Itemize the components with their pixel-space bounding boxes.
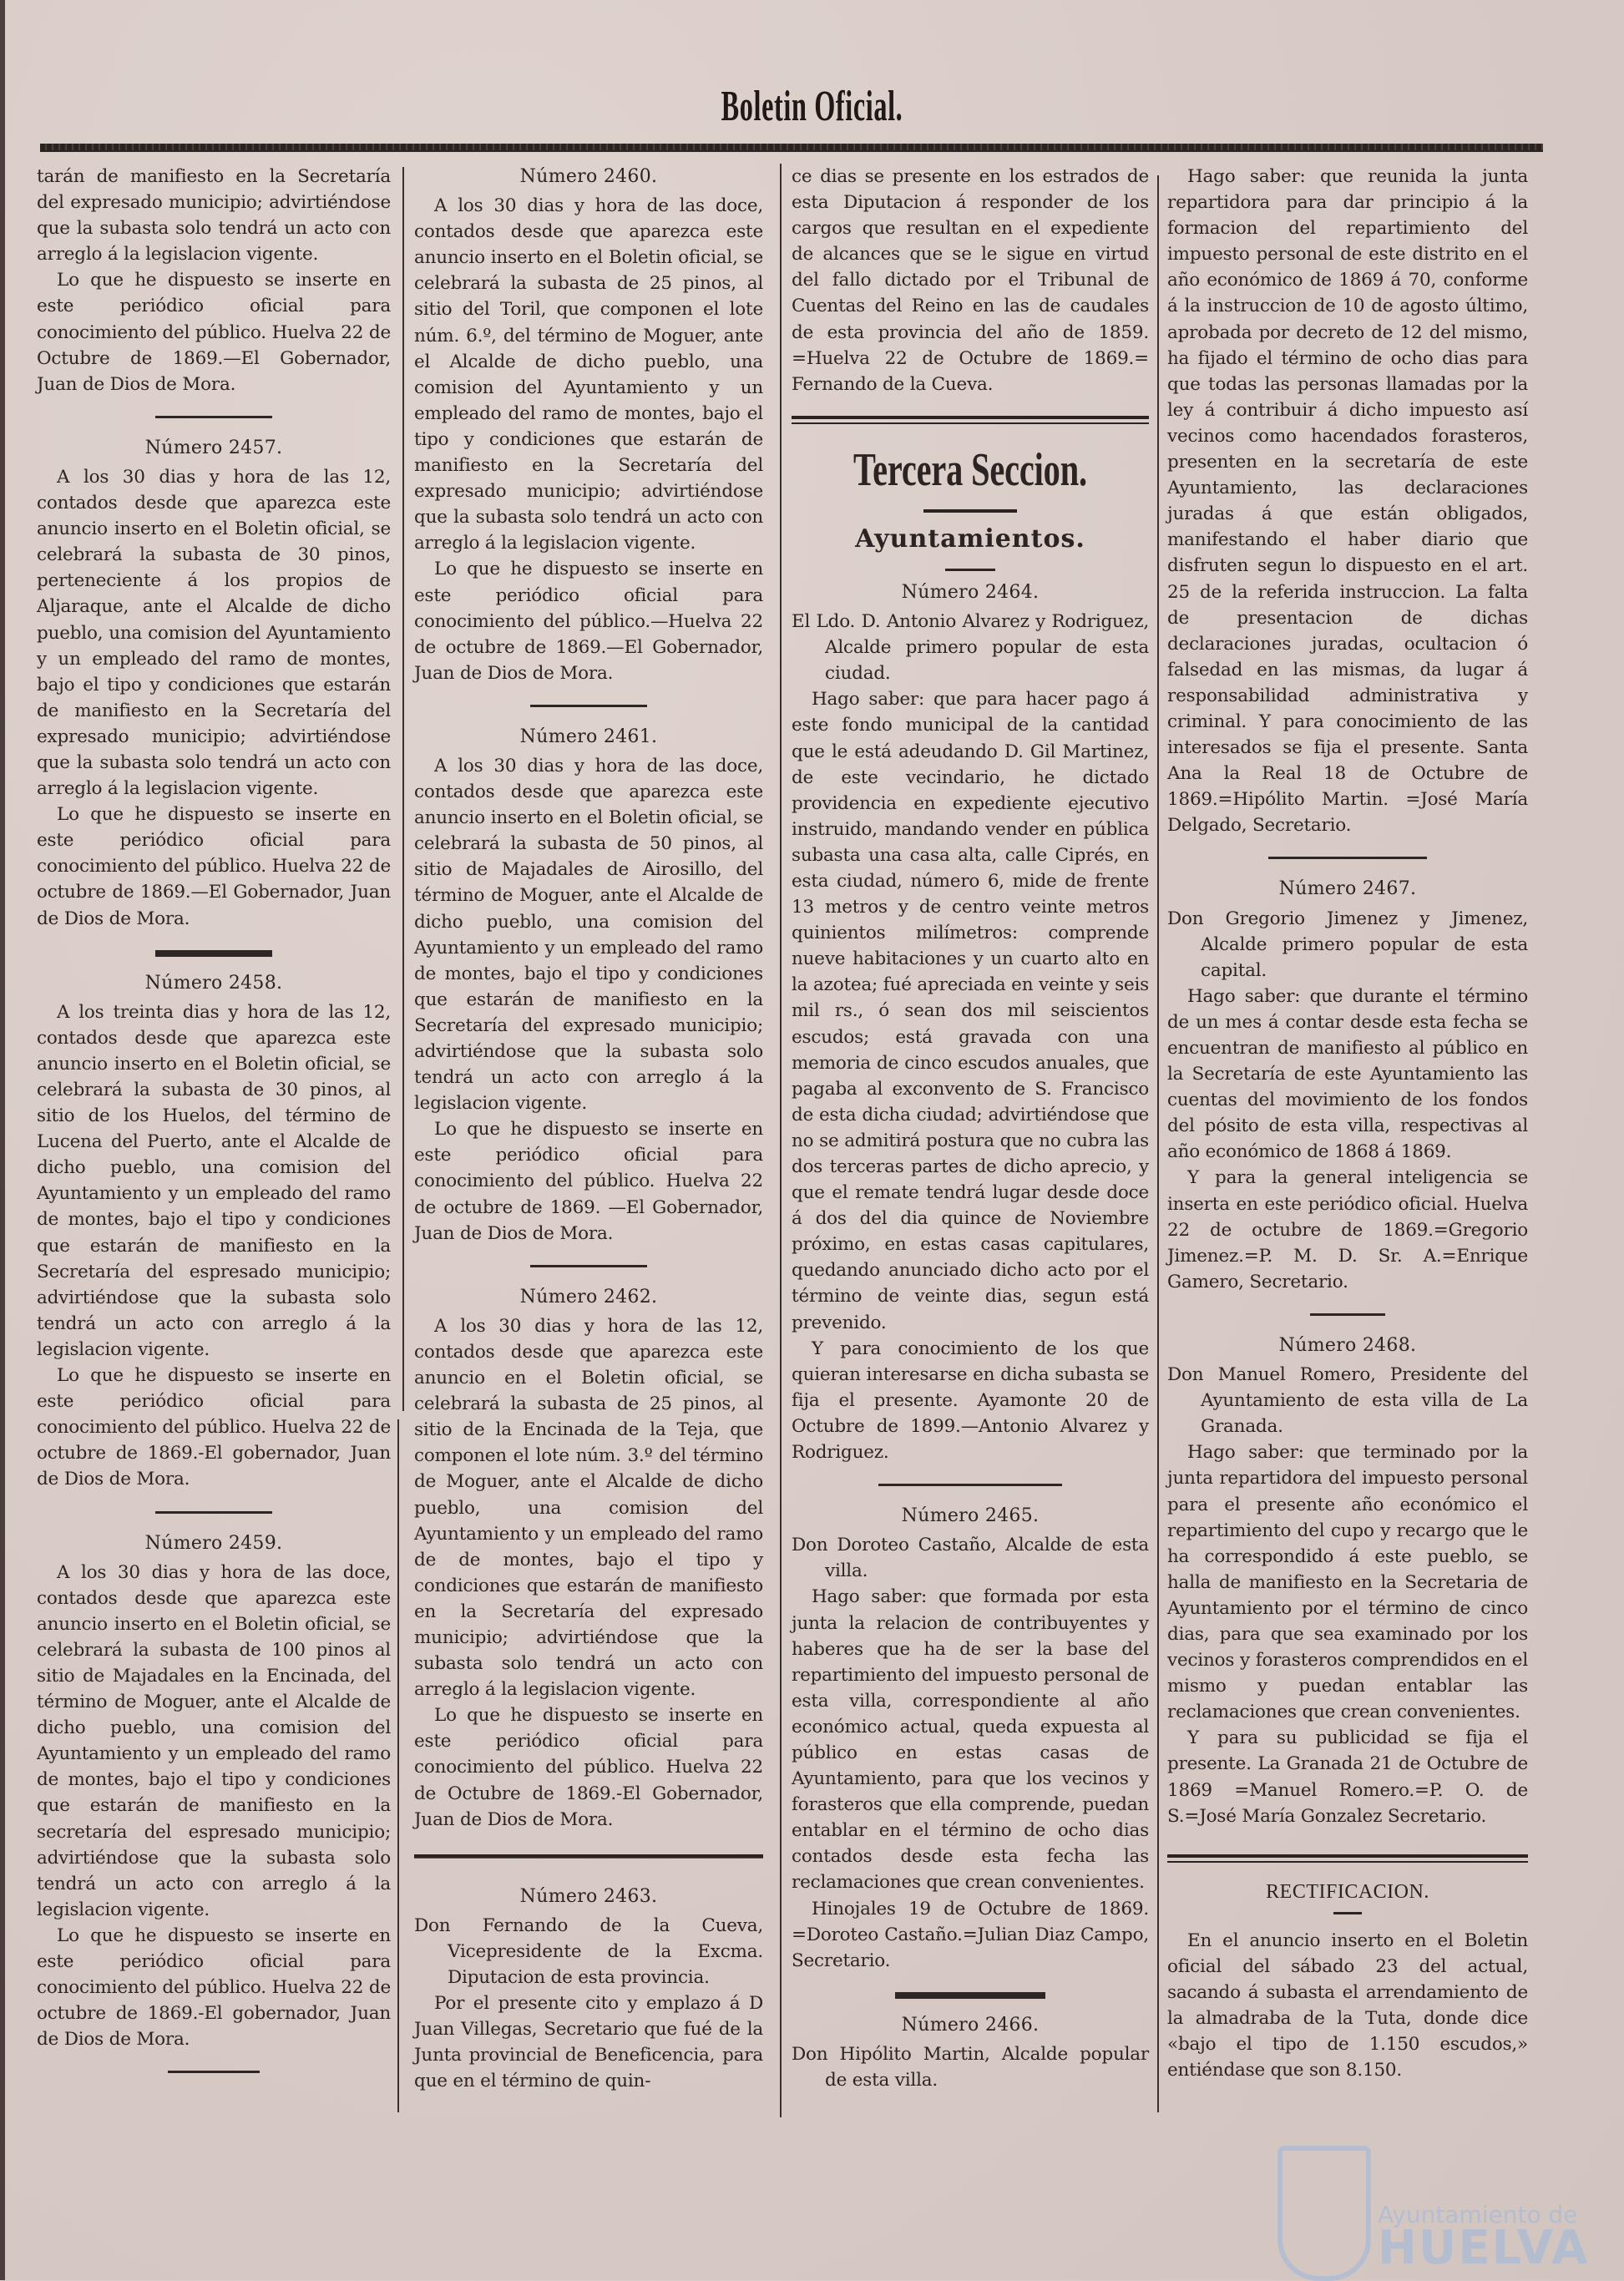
separator [530, 705, 647, 707]
separator [945, 569, 995, 571]
notice-body: A los 30 dias y hora de las doce, contados desde que aparezca este anuncio inserto en el Boletin oficial, se celebrará la subasta de 50 pinos, al sitio de Majadales de Airosillo, del término de Moguer, ante el Alcalde de dicho pueblo, una comision del Ayuntamiento y un empleado del ramo de montes, bajo el tipo y condiciones que estarán de manifiesto en la Secretaría del expresado municipio; advirtiéndose que la subasta solo tendrá un acto con arreglo á la legislacion vigente. [414, 755, 763, 1115]
notice-body: A los 30 dias y hora de las 12, contados desde que aparezca este anuncio inserto en el Boletin oficial, se celebrará la subasta de 30 pinos, perteneciente á los propios de Aljaraque, ante el Alcalde de dicho pueblo, una comision del Ayuntamiento y un empleado del ramo de montes, bajo el tipo y condiciones que estarán de manifiesto en la Secretaría del expresado municipio; advirtiéndose que la subasta solo tendrá un acto con arreglo á la legislacion vigente. [37, 466, 391, 800]
notice-number: Número 2468. [1278, 1334, 1417, 1356]
column-1 [37, 164, 391, 2090]
notice-2457 [37, 435, 391, 932]
notice-number: Número 2463. [519, 1885, 658, 1907]
notice-number: Número 2462. [519, 1286, 658, 1307]
notice-number: Número 2458. [144, 972, 283, 994]
separator [155, 416, 272, 418]
notice-closing: Lo que he dispuesto se inserte en este periódico oficial para conocimiento del público. Huelva 22 de octubre de 1869. —El Gobernador, Juan de Dios de Mora. [414, 1119, 763, 1244]
notice-2461 [414, 724, 763, 1247]
continued-text: Hago saber: que reunida la junta repartidora para dar principio á la formacion del repartimiento del impuesto personal de este distrito en el año económico de 1869 á 70, conforme á la instruccion de 10 de agosto último, aprobada por decreto de 12 del mismo, ha fijado el término de ocho dias para que todas las personas llamadas por la ley á contribuir á dicho impuesto así vecinos como hacendados forasteros, presenten en la secretaría de este Ayuntamiento, las declaraciones juradas á que están obligados, manifestando el haber diario que disfruten segun lo dispuesto en el art. 25 de la referida instruccion. La falta de presentacion de dichas declaraciones juradas, ocultacion ó falsedad en las mismas, da lugar á responsabilidad administrativa y criminal. Y para conocimiento de las interesados se fija el presente. Santa Ana la Real 18 de Octubre de 1869.=Hipólito Martin. =José María Delgado, Secretario. [1167, 166, 1528, 837]
notice-closing: Y para su publicidad se fija el presente. La Granada 21 de Octubre de 1869 =Manuel Romero.=P. O. de S.=José María Gonzalez Secretario. [1167, 1727, 1528, 1827]
notice-2463 [414, 1884, 763, 2095]
notice-2462 [414, 1284, 763, 1833]
notice-closing: Lo que he dispuesto se inserte en este periódico oficial para conocimiento del público. Huelva 22 de octubre de 1869.—El Gobernador, Juan de Dios de Mora. [37, 804, 391, 929]
notice-2460 [414, 164, 763, 686]
section-rule [792, 416, 1149, 419]
notice-body: A los 30 dias y hora de las 12, contados desde que aparezca este anuncio en el Boletin oficial, se celebrará la subasta de 25 pinos, al sitio de la Encinada de la Teja, que componen el lote núm. 3.º del término de Moguer, ante el Alcalde de dicho pueblo, una comision del Ayuntamiento y un empleado del ramo de de montes, bajo el tipo y condiciones que estarán de manifiesto en la Secretaría del expresado municipio; advirtiéndose que la subasta solo tendrá un acto con arreglo á la legislacion vigente. [414, 1315, 763, 1701]
notice-body: A los 30 dias y hora de las doce, contados desde que aparezca este anuncio inserto en el Boletin oficial, se celebrará la subasta de 100 pinos al sitio de Majadales en la Encinada, del término de Moguer, ante el Alcalde de dicho pueblo, una comision del Ayuntamiento y un empleado del ramo de montes, bajo el tipo y condiciones que estarán de manifiesto en la secretaría del espresado municipio; advirtiéndose que la subasta solo tendrá un acto con arreglo á la legislacion vigente. [37, 1561, 391, 1920]
separator [895, 1992, 1045, 1995]
notice-2465 [792, 1503, 1149, 1974]
column-4 [1167, 164, 1528, 2083]
notice-heading: Don Doroteo Castaño, Alcalde de esta villa. [792, 1535, 1149, 1582]
notice-number: Número 2464. [901, 581, 1040, 603]
continued-text: tarán de manifiesto en la Secretaría del expresado municipio; advirtiéndose que la subasta solo tendrá un acto con arreglo á la legislacion vigente. [37, 166, 391, 266]
notice-body: Hago saber: que durante el término de un mes á contar desde esta fecha se encuentran de manifiesto al público en la Secretaría de este Ayuntamiento las cuentas del movimiento de los fondos del pósito de esta villa, respectivas al año económico de 1868 á 1869. [1167, 985, 1528, 1163]
notice-closing: Lo que he dispuesto se inserte en este periódico oficial para conocimiento del público. Huelva 22 de octubre de 1869.-El gobernador, Juan de Dios de Mora. [37, 1924, 391, 2051]
notice-heading: Don Hipólito Martin, Alcalde popular de esta villa. [792, 2043, 1149, 2091]
notice-2458 [37, 970, 391, 1493]
section-rule [414, 1854, 763, 1859]
notice-closing: Lo que he dispuesto se inserte en este periódico oficial para conocimiento del público. Huelva 22 de octubre de 1869.-El gobernador, Juan de Dios de Mora. [37, 1365, 391, 1490]
separator [1310, 1313, 1385, 1316]
column-2 [414, 164, 763, 2094]
separator [530, 1265, 647, 1267]
notice-body: A los 30 dias y hora de las doce, contados desde que aparezca este anuncio inserto en el Boletin oficial, se celebrará la subasta de 25 pinos, al sitio del Toril, que componen el lote núm. 6.º, del término de Moguer, ante el Alcalde de dicho pueblo, una comision del Ayuntamiento y un empleado del ramo de montes, bajo el tipo y condiciones que estarán de manifiesto en la Secretaría del expresado municipio; advirtiéndose que la subasta solo tendrá un acto con arreglo á la legislacion vigente. [414, 195, 763, 554]
section-rule [792, 422, 1149, 424]
notice-body: A los treinta dias y hora de las 12, contados desde que aparezca este anuncio inserto en el Boletin oficial, se celebrará la subasta de 30 pinos, al sitio de los Huelos, del término de Lucena del Puerto, ante el Alcalde de dicho pueblo, una comision del Ayuntamiento y un empleado del ramo de montes, bajo el tipo y condiciones que estarán de manifiesto en la Secretaría del espresado municipio; advirtiéndose que la subasta solo tendrá un acto con arreglo á la legislacion vigente. [37, 1001, 391, 1360]
section-rule [1167, 1854, 1528, 1858]
separator [168, 2071, 260, 2073]
notice-body: Hago saber: que para hacer pago á este fondo municipal de la cantidad que le está adeudando D. Gil Martinez, de este vecindario, he dictado providencia en expediente ejecutivo instruido, mandando vender en pública subasta una casa alta, calle Ciprés, en esta ciudad, número 6, mide de frente 13 metros y de centro veinte metros quinientos milímetros: comprende nueve habitaciones y un cuarto alto en la azotea; fué apreciada en veinte y seis mil rs., ó sean dos mil seiscientos escudos; está gravada con una memoria de cinco escudos anuales, que pagaba al exconvento de S. Francisco de esta dicha ciudad; advirtiéndose que no se admitirá postura que no cubra las dos terceras partes de dicho aprecio, y que el remate tendrá lugar desde doce á dos del dia quince de Noviembre próximo, en estas casas capitulares, quedando anunciado dicho acto por el término de veinte dias, segun está prevenido. [792, 689, 1149, 1333]
section-title: Tercera Seccion. [853, 443, 1087, 496]
notice-number: Número 2457. [144, 437, 283, 458]
notice-2468 [1167, 1333, 1528, 1829]
coat-of-arms-icon [1277, 2146, 1371, 2281]
column-rule [1157, 175, 1159, 2112]
huelva-watermark [1277, 2121, 1611, 2279]
notice-heading: Don Fernando de la Cueva, Vicepresidente de la Excma. Diputacion de esta provincia. [414, 1914, 763, 1988]
rectificacion [1167, 1879, 1528, 2084]
notice-heading: El Ldo. D. Antonio Alvarez y Rodriguez, Alcalde primero popular de esta ciudad. [792, 611, 1149, 685]
notice-closing: Lo que he dispuesto se inserte en este periódico oficial para conocimiento del público.—Huelva 22 de octubre de 1869.—El Gobernador, Juan de Dios de Mora. [414, 559, 763, 684]
subsection-title: Ayuntamientos. [855, 523, 1085, 554]
notice-number: Número 2460. [519, 166, 658, 187]
notice-body: Hago saber: que formada por esta junta la relacion de contribuyentes y haberes que ha de ser la base del repartimiento del impuesto personal de esta villa, correspondiente al año económico actual, queda expuesta al público en estas casas de Ayuntamiento, para que los vecinos y forasteros que ella comprende, puedan entablar en el término de ocho dias contados desde esta fecha las reclamaciones que crean convenientes. [792, 1586, 1149, 1894]
notice-closing: Lo que he dispuesto se inserte en este periódico oficial para conocimiento del público. Huelva 22 de Octubre de 1869.—El Gobernador, Juan de Dios de Mora. [37, 270, 391, 395]
header-rule [40, 144, 1543, 152]
notice-number: Número 2467. [1278, 878, 1417, 900]
page-edge [0, 0, 5, 2280]
notice-closing: Lo que he dispuesto se inserte en este periódico oficial para conocimiento del público. Huelva 22 de Octubre de 1869.-El Gobernador, Juan de Dios de Mora. [414, 1705, 763, 1830]
notice-number: Número 2466. [901, 2014, 1040, 2036]
continued-text: ce dias se presente en los estrados de esta Diputacion á responder de los cargos que resultan en el expediente de alcances que se le sigue en virtud del fallo dictado por el Tribunal de Cuentas del Reino en las de caudales de esta provincia del año de 1859. =Huelva 22 de Octubre de 1869.= Fernando de la Cueva. [792, 166, 1149, 395]
notice-body: Hago saber: que terminado por la junta repartidora del impuesto personal para el presente año económico el repartimiento del cupo y recargo que le ha correspondido á este pueblo, se halla de manifiesto en la Secretaria de Ayuntamiento por el término de cinco dias, para que sea examinado por los vecinos y forasteros comprendidos en el mismo y puedan entablar las reclamaciones que crean convenientes. [1167, 1442, 1528, 1723]
separator [1268, 857, 1427, 859]
section-rule [1167, 1861, 1528, 1863]
column-rule [402, 167, 404, 1411]
notice-2459 [37, 1530, 391, 2053]
notice-number: Número 2461. [519, 726, 658, 747]
notice-2467 [1167, 876, 1528, 1295]
column-rule [780, 164, 782, 2117]
notice-number: Número 2465. [901, 1505, 1040, 1527]
notice-body: Por el presente cito y emplazo á D Juan Villegas, Secretario que fué de la Junta provincial de Beneficencia, para que en el término de quin- [414, 1993, 763, 2092]
notice-closing: Hinojales 19 de Octubre de 1869. =Doroteo Castaño.=Julian Diaz Campo, Secretario. [792, 1898, 1149, 1971]
rectificacion-body: En el anuncio inserto en el Boletin oficial del sábado 23 del actual, sacando á subasta el arrendamiento de la almadraba de la Tuta, donde dice «bajo el tipo de 1.150 escudos,» entiéndase que son 8.150. [1167, 1929, 1528, 2081]
notice-closing: Y para la general inteligencia se inserta en este periódico oficial. Huelva 22 de octubre de 1869.=Gregorio Jimenez.=P. M. D. Sr. A.=Enrique Gamero, Secretario. [1167, 1167, 1528, 1292]
notice-number: Número 2459. [144, 1532, 283, 1554]
separator [878, 1484, 1062, 1486]
watermark-line2: HUELVA [1378, 2221, 1590, 2275]
separator [1333, 1912, 1362, 1914]
column-3 [792, 164, 1149, 2093]
masthead-title: Boletin Oficial. [721, 83, 903, 130]
notice-2464 [792, 579, 1149, 1465]
watermark-line1: Ayuntamiento de [1378, 2201, 1578, 2228]
rectificacion-title: RECTIFICACION. [1266, 1880, 1429, 1903]
notice-2466 [792, 2012, 1149, 2093]
notice-heading: Don Manuel Romero, Presidente del Ayuntamiento de esta villa de La Granada. [1167, 1364, 1528, 1438]
separator [923, 509, 1017, 513]
separator [155, 950, 272, 953]
separator [155, 1511, 272, 1514]
notice-heading: Don Gregorio Jimenez y Jimenez, Alcalde primero popular de esta capital. [1167, 908, 1528, 981]
notice-closing: Y para conocimiento de los que quieran interesarse en dicha subasta se fija el presente. Ayamonte 20 de Octubre de 1899.—Antonio Alvarez y Rodriguez. [792, 1338, 1149, 1464]
column-rule [397, 1419, 399, 2112]
